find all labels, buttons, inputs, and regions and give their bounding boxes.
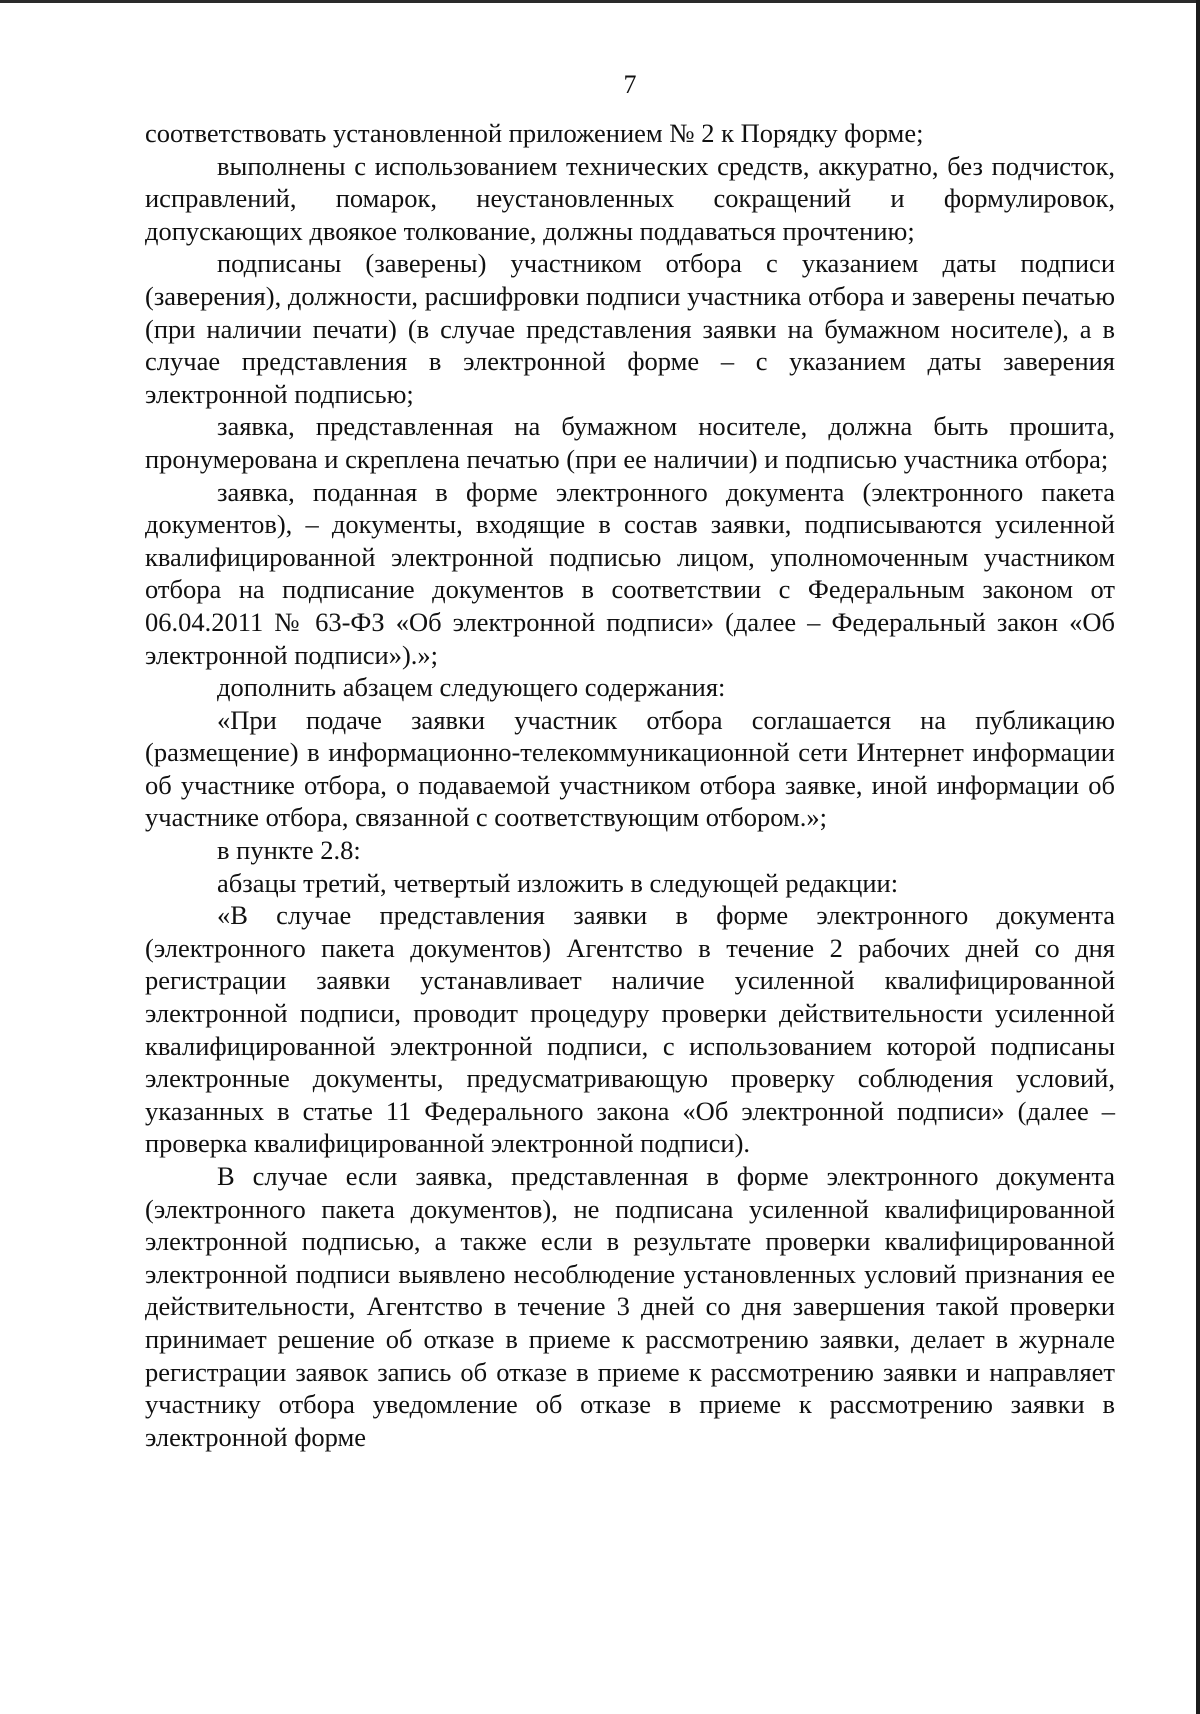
- paragraph-restate-clauses: абзацы третий, четвертый изложить в следующей редакции:: [217, 867, 899, 898]
- paragraph-requirements-signed: подписаны (заверены) участником отбора с указанием даты подписи (заверения), должности, расшифровки подписи участника отбора и заверены печатью (при наличии печати) (в случае представления заявки на бумажном носителе), а в случае представления в электронной форме – с указанием даты заверения электронной подписью;: [145, 248, 1115, 409]
- paragraph-add-clause: дополнить абзацем следующего содержания:: [217, 672, 726, 703]
- scan-border-top: [0, 0, 1200, 3]
- paragraph-publication-consent: «При подаче заявки участник отбора соглашается на публикацию (размещение) в информационно-телекоммуникационной сети Интернет информации об участнике отбора, о подаваемой участником отбора заявке, иной информации об участнике отбора, связанной с соответствующим отбором.»;: [145, 704, 1115, 833]
- paragraph-signature-verification: «В случае представления заявки в форме электронного документа (электронного пакета документов) Агентство в течение 2 рабочих дней со дня регистрации заявки устанавливает наличие усиленной квалифицированной электронной подписи, проводит процедуру проверки действительности усиленной квалифицированной электронной подписи, с использованием которой подписаны электронные документы, предусматривающую проверку соблюдения условий, указанных в статье 11 Федерального закона «Об электронной подписи» (далее – проверка квалифицированной электронной подписи).: [145, 900, 1115, 1159]
- paragraph-clause-2-8: в пункте 2.8:: [217, 835, 361, 866]
- document-body: [145, 117, 1115, 1453]
- paragraph-paper-application: заявка, представленная на бумажном носителе, должна быть прошита, пронумерована и скреплена печатью (при ее наличии) и подписью участника отбора;: [145, 411, 1115, 474]
- paragraph-electronic-application: заявка, поданная в форме электронного документа (электронного пакета документов), – документы, входящие в состав заявки, подписываются усиленной квалифицированной электронной подписью лицом, уполномоченным участником отбора на подписание документов в соответствии с Федеральным законом от 06.04.2011 № 63-ФЗ «Об электронной подписи» (далее – Федеральный закон «Об электронной подписи»).»;: [145, 476, 1115, 670]
- page-number: 7: [623, 70, 637, 99]
- paragraph-continuation: соответствовать установленной приложением № 2 к Порядку форме;: [145, 118, 924, 148]
- paragraph-refusal-procedure: В случае если заявка, представленная в форме электронного документа (электронного пакета документов), не подписана усиленной квалифицированной электронной подписью, а также если в результате проверки квалифицированной электронной подписи выявлено несоблюдение установленных условий признания ее действительности, Агентство в течение 3 дней со дня завершения такой проверки принимает решение об отказе в приеме к рассмотрению заявки, делает в журнале регистрации заявок запись об отказе в приеме к рассмотрению заявки и направляет участнику отбора уведомление об отказе в приеме к рассмотрению заявки в электронной форме: [145, 1161, 1115, 1452]
- scan-border-right: [1196, 0, 1200, 1714]
- paragraph-requirements-technical: выполнены с использованием технических средств, аккуратно, без подчисток, исправлений, помарок, неустановленных сокращений и формулировок, допускающих двоякое толкование, должны поддаваться прочтению;: [145, 150, 1115, 246]
